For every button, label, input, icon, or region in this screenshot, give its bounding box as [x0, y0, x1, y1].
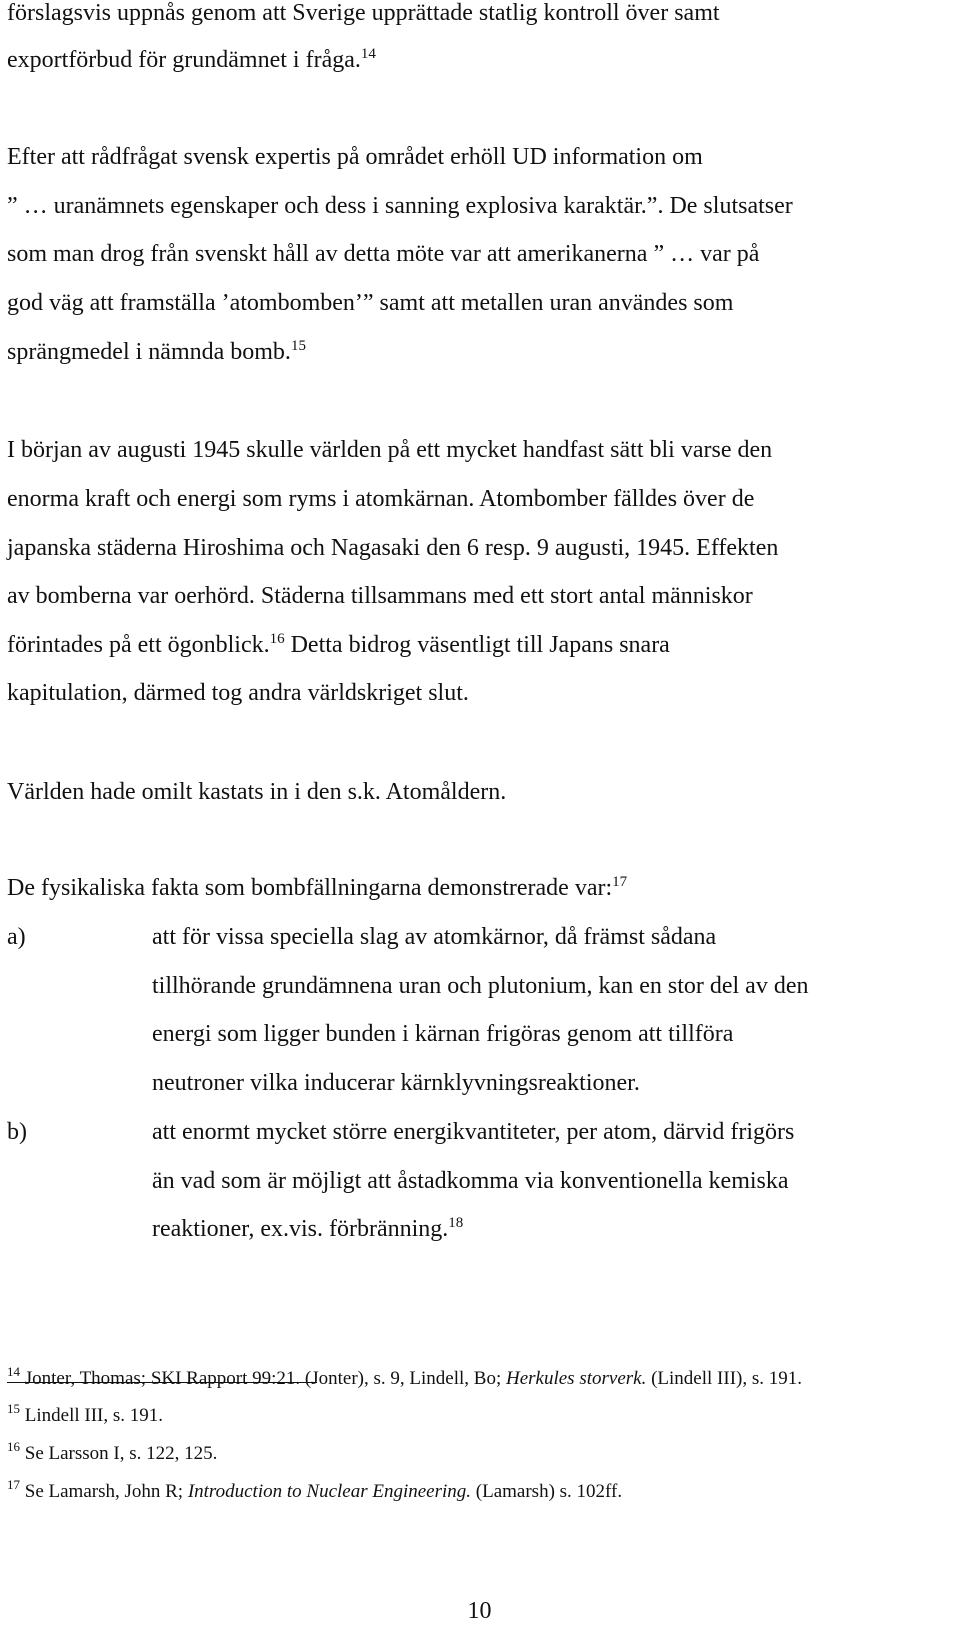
footnote: $^{14}$ Jonter, Thomas; SKI Rapport 99:21. (Jonter), s. 9, Lindell, Bo; Herkules storverk. (Lindell III), s. 191.: [7, 1364, 802, 1389]
footnote-ref-14: 14: [360, 46, 376, 62]
list-item-line: energi som ligger bunden i kärnan frigöras genom att tillföra: [152, 1021, 734, 1047]
list-item-label: b): [7, 1119, 27, 1145]
body-text-line: exportförbud för grundämnet i fråga.$^{14}$: [7, 46, 376, 73]
body-text-line: enorma kraft och energi som ryms i atomkärnan. Atombomber fälldes över de: [7, 486, 755, 512]
body-text-line: japanska städerna Hiroshima och Nagasaki den 6 resp. 9 augusti, 1945. Effekten: [7, 535, 779, 561]
footnote-number: 17: [7, 1477, 20, 1492]
footnote-number: 14: [7, 1364, 20, 1379]
list-item-line: tillhörande grundämnena uran och plutonium, kan en stor del av den: [152, 973, 809, 999]
footnote: $^{16}$ Se Larsson I, s. 122, 125.: [7, 1439, 218, 1464]
list-item-label: a): [7, 924, 26, 950]
footnote: $^{17}$ Se Lamarsh, John R; Introduction to Nuclear Engineering. (Lamarsh) s. 102ff.: [7, 1477, 623, 1502]
list-item-line: neutroner vilka inducerar kärnklyvningsreaktioner.: [152, 1070, 640, 1096]
footnote-number: 15: [7, 1401, 20, 1416]
body-text-line: god väg att framställa ’atombomben’” samt att metallen uran användes som: [7, 290, 734, 316]
body-text-line: Världen hade omilt kastats in i den s.k. Atomåldern.: [7, 779, 507, 805]
body-text-line: Efter att rådfrågat svensk expertis på området erhöll UD information om: [7, 144, 703, 170]
footnote-ref-18: 18: [448, 1215, 464, 1231]
list-item-line: än vad som är möjligt att åstadkomma via konventionella kemiska: [152, 1168, 789, 1194]
body-text-line: förintades på ett ögonblick.$^{16}$ Detta bidrog väsentligt till Japans snara: [7, 631, 670, 658]
footnote-ref-17: 17: [612, 874, 628, 890]
footnote-ref-15: 15: [290, 338, 306, 354]
footnote: $^{15}$ Lindell III, s. 191.: [7, 1401, 164, 1426]
list-item-line: att enormt mycket större energikvantiteter, per atom, därvid frigörs: [152, 1119, 795, 1145]
footnote-number: 16: [7, 1439, 20, 1454]
footnote-ref-16: 16: [269, 631, 285, 647]
list-item-line: att för vissa speciella slag av atomkärnor, då främst sådana: [152, 924, 717, 950]
body-text-line: som man drog från svenskt håll av detta möte var att amerikanerna ” … var på: [7, 241, 760, 267]
body-text-line: I början av augusti 1945 skulle världen på ett mycket handfast sätt bli varse den: [7, 437, 773, 463]
footnote-title: Herkules storverk.: [505, 1368, 647, 1389]
body-text-line: förslagsvis uppnås genom att Sverige upprättade statlig kontroll över samt: [7, 0, 720, 26]
footnote-title: Introduction to Nuclear Engineering.: [187, 1481, 472, 1502]
page-number: 10: [467, 1598, 492, 1624]
body-text-line: ” … uranämnets egenskaper och dess i sanning explosiva karaktär.”. De slutsatser: [7, 193, 793, 219]
body-text-line: sprängmedel i nämnda bomb.$^{15}$: [7, 338, 306, 365]
body-text-line: av bomberna var oerhörd. Städerna tillsammans med ett stort antal människor: [7, 583, 753, 609]
body-text-line: kapitulation, därmed tog andra världskriget slut.: [7, 680, 469, 706]
list-item-line: reaktioner, ex.vis. förbränning.$^{18}$: [152, 1215, 464, 1242]
body-text-line: De fysikaliska fakta som bombfällningarna demonstrerade var:$^{17}$: [7, 874, 628, 901]
